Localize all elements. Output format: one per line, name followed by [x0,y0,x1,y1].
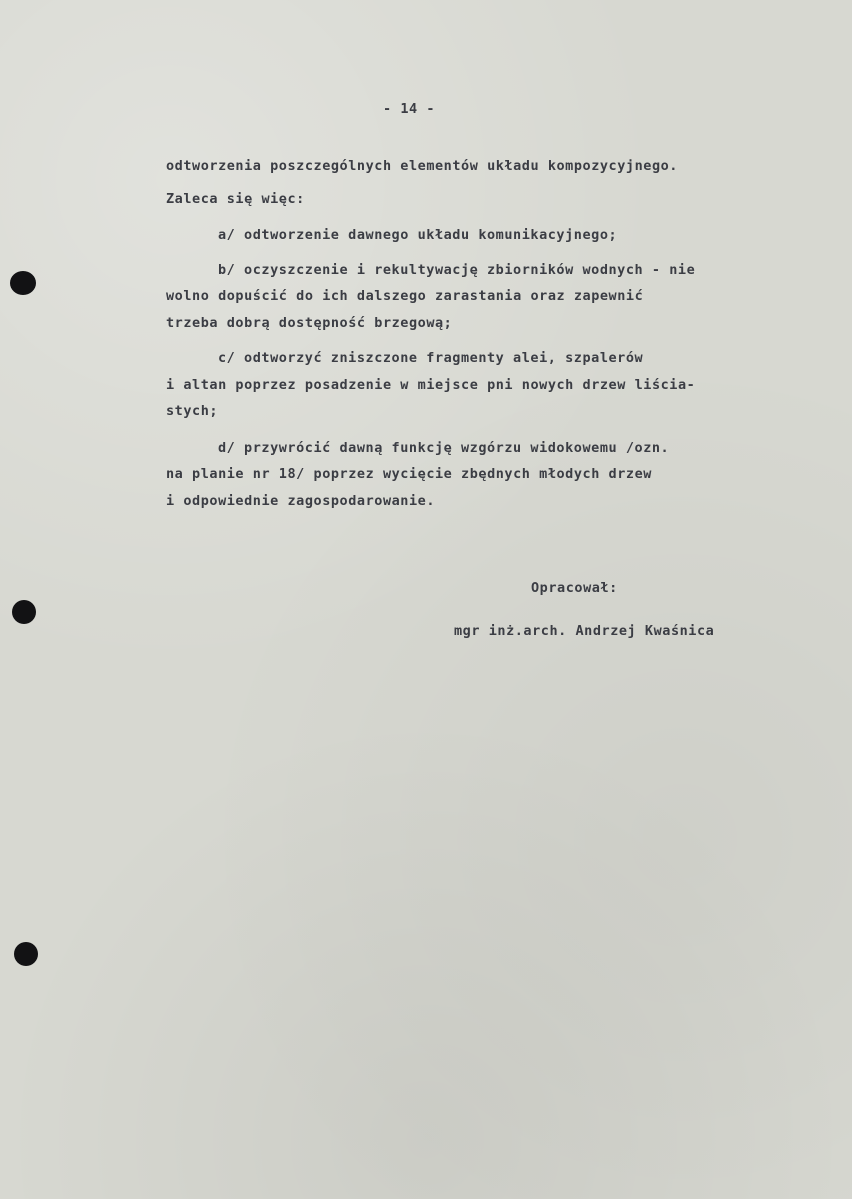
body-line: i altan poprzez posadzenie w miejsce pni nowych drzew liścia- [166,377,696,393]
body-line: odtworzenia poszczególnych elementów układu kompozycyjnego. [166,158,678,174]
body-line: d/ przywrócić dawną funkcję wzgórzu widokowemu /ozn. [218,440,670,456]
body-line: c/ odtworzyć zniszczone fragmenty alei, szpalerów [218,350,644,366]
page-number: - 14 - [383,101,436,117]
signature-label: Opracował: [531,580,618,596]
body-line: Zaleca się więc: [166,191,305,207]
body-line: trzeba dobrą dostępność brzegową; [166,315,453,331]
body-line: na planie nr 18/ poprzez wycięcie zbędnych młodych drzew [166,466,652,482]
signature-author: mgr inż.arch. Andrzej Kwaśnica [454,623,715,639]
body-line: i odpowiednie zagospodarowanie. [166,493,436,509]
body-line: b/ oczyszczenie i rekultywację zbiorników wodnych - nie [218,262,696,278]
punch-hole [14,942,38,966]
body-line: wolno dopuścić do ich dalszego zarastania oraz zapewnić [166,288,644,304]
punch-hole [12,600,36,624]
body-line: a/ odtworzenie dawnego układu komunikacyjnego; [218,227,618,243]
punch-hole [10,271,36,295]
body-line: stych; [166,403,219,419]
